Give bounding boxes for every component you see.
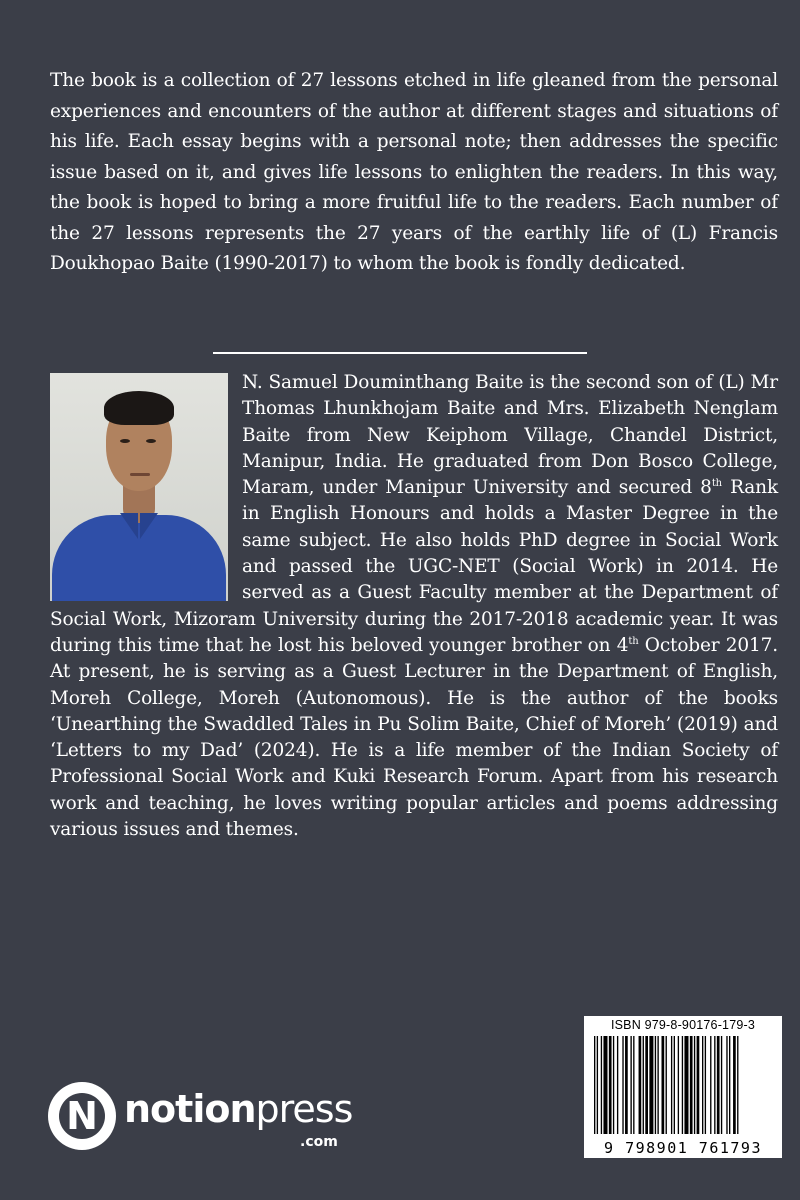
publisher-mark-letter: N	[66, 1094, 98, 1138]
isbn-barcode	[584, 1016, 782, 1158]
bio-text-3: October 2017. At present, he is serving as a Guest Lecturer in the Department of English, Moreh College, Moreh (Autonomous). He is the author of the books ‘Unearthing the Swaddled Tales in Pu Solim Baite, Chief of Moreh’ (2019) and ‘Letters to my Dad’ (2024). He is a life member of the Indian Society of Professional Social Work and Kuki Research Forum. Apart from his research work and teaching, he loves writing popular articles and poems addressing various issues and themes.	[50, 634, 778, 841]
publisher-logo	[48, 1082, 368, 1162]
bio-text-2: Rank in English Honours and holds a Master Degree in the same subject. He also holds PhD degree in Social Work and passed the UGC-NET (Social Work) in 2014. He served as a Guest Faculty member at the Department of Social Work, Mizoram University during the 2017-2018 academic year. It was during this time that he lost his beloved younger brother on 4	[50, 477, 779, 656]
isbn-label: ISBN 979-8-90176-179-3	[610, 1018, 756, 1032]
barcode-bars	[594, 1036, 772, 1134]
publisher-mark-icon	[48, 1082, 116, 1150]
publisher-wordmark	[124, 1087, 352, 1131]
author-bio-section	[50, 370, 778, 843]
publisher-domain: .com	[300, 1134, 338, 1150]
bio-text-1: N. Samuel Douminthang Baite is the second son of (L) Mr Thomas Lhunkhojam Baite and Mrs. Elizabeth Nenglam Baite from New Keiphom Village, Chandel District, Manipur, India. He graduated from Don Bosco College, Maram, under Manipur University and secured 8	[242, 372, 778, 499]
barcode-digits: 9 798901 761793	[604, 1139, 762, 1157]
author-photo	[50, 373, 228, 601]
section-divider	[213, 352, 587, 354]
publisher-word-bold: notion	[124, 1087, 256, 1131]
bio-superscript-2: th	[628, 635, 639, 647]
book-blurb: The book is a collection of 27 lessons etched in life gleaned from the personal experiences and encounters of the author at different stages and situations of his life. Each essay begins with a personal note; then addresses the specific issue based on it, and gives life lessons to enlighten the readers. In this way, the book is hoped to bring a more fruitful life to the readers. Each number of the 27 lessons represents the 27 years of the earthly life of (L) Francis Doukhopao Baite (1990-2017) to whom the book is fondly dedicated.	[50, 70, 778, 274]
bio-superscript-1: th	[711, 478, 722, 490]
publisher-word-regular: press	[255, 1087, 353, 1131]
